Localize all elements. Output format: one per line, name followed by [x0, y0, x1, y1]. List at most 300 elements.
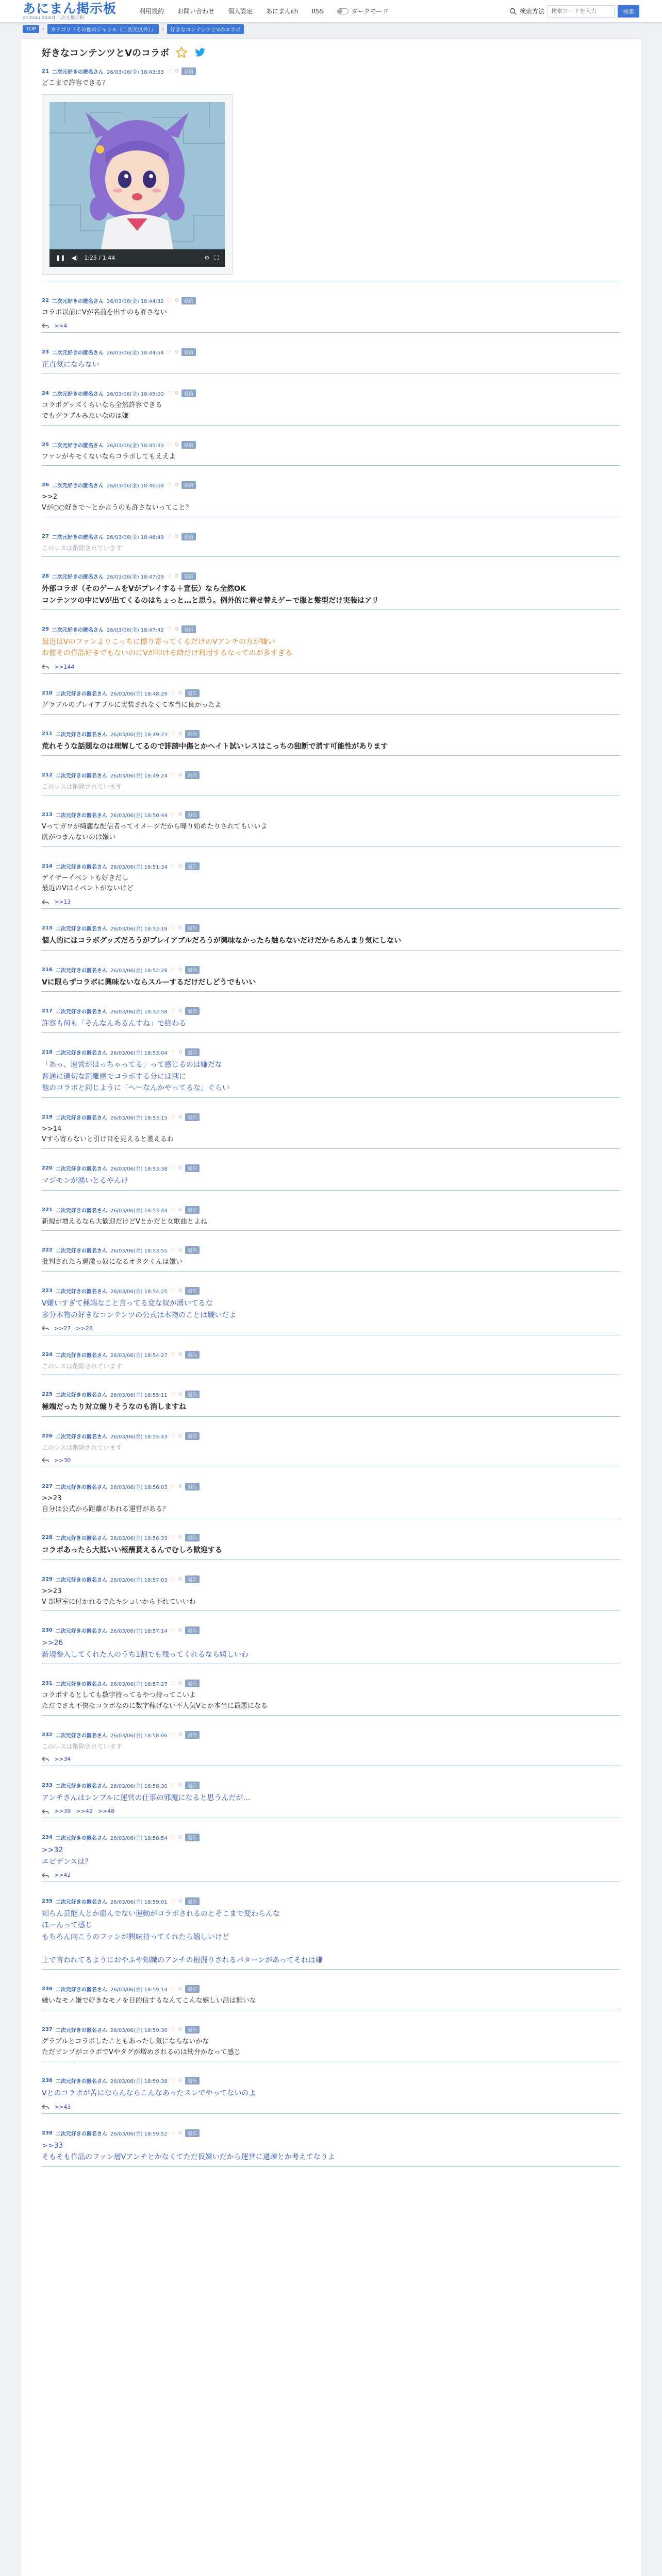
post-body	[42, 2037, 620, 2058]
reply-anchor-link[interactable]: >>144	[54, 663, 75, 670]
reply-button[interactable]: 返信	[185, 730, 200, 738]
post-line: 自分は公式から距離があれる運営がある？	[42, 1505, 170, 1513]
post-line[interactable]: >>33	[42, 2141, 63, 2150]
heart-icon[interactable]: ♡	[170, 1680, 176, 1687]
heart-icon[interactable]: ♡	[170, 1113, 176, 1121]
post-header	[42, 441, 620, 449]
reply-button[interactable]: 返信	[185, 862, 200, 870]
post-number[interactable]: 239	[42, 2130, 53, 2136]
heart-icon[interactable]: ♡	[170, 1165, 176, 1172]
post-number[interactable]: 23	[42, 349, 49, 355]
post-header	[42, 1834, 620, 1841]
poster-name: 二次元好きの匿名さん	[55, 1733, 107, 1739]
post-date: 26/03/06(金) 18:57:27	[110, 1682, 168, 1688]
like-count: 0	[175, 69, 178, 74]
reply-button[interactable]: 返信	[185, 2026, 200, 2033]
reply-button[interactable]: 返信	[181, 348, 196, 356]
post-body	[42, 1494, 620, 1515]
reply-button[interactable]: 返信	[185, 1007, 200, 1015]
heart-icon[interactable]: ♡	[170, 1287, 176, 1295]
heart-icon[interactable]: ♡	[167, 625, 172, 633]
reply-footer	[42, 323, 620, 329]
post-number[interactable]: 22	[42, 297, 49, 303]
post-number[interactable]: 225	[42, 1392, 53, 1398]
post-header	[42, 2129, 620, 2137]
post-line[interactable]: >>2	[42, 493, 58, 501]
like-count: 0	[178, 1782, 182, 1788]
like-count: 0	[178, 1986, 182, 1992]
post-line[interactable]: >>14	[42, 1125, 62, 1133]
pause-icon[interactable]: ❚❚	[56, 255, 65, 262]
post-line: でもグラブルみたいなのは嫌	[42, 412, 129, 420]
post-date: 26/03/06(金) 18:59:14	[110, 1987, 168, 1993]
post-body	[42, 1217, 620, 1228]
like-count: 0	[178, 2130, 182, 2136]
post-line[interactable]: >>32	[42, 1846, 63, 1855]
heart-icon[interactable]: ♡	[167, 441, 172, 448]
heart-icon[interactable]: ♡	[167, 389, 172, 397]
heart-icon[interactable]: ♡	[170, 2026, 176, 2033]
post-date: 26/03/06(金) 18:57:14	[110, 1629, 168, 1635]
post-line[interactable]: >>23	[42, 1494, 62, 1502]
post-number[interactable]: 24	[42, 390, 49, 396]
post-list	[42, 297, 620, 2167]
poster-name: 二次元好きの匿名さん	[55, 1629, 107, 1635]
post-body	[42, 544, 620, 553]
search-button[interactable]: 検索	[618, 5, 639, 18]
post-number[interactable]: 223	[42, 1288, 53, 1294]
heart-icon[interactable]: ♡	[170, 1351, 176, 1358]
reply-footer	[42, 1756, 620, 1762]
post-line: Vが○○好きで〜とか言うのも許さないってこと？	[42, 504, 192, 512]
post-body	[42, 400, 620, 422]
post-date: 26/03/06(金) 18:58:06	[110, 1733, 168, 1739]
post-line: Vすら寄らないと引け目を見えると萎えるわ	[42, 1136, 174, 1144]
heart-icon[interactable]: ♡	[167, 573, 172, 580]
reply-button[interactable]: 返信	[181, 481, 196, 489]
post-header	[42, 2026, 620, 2033]
reply-button[interactable]: 返信	[185, 1287, 200, 1295]
post-line: マジモンが湧いとるやんけ	[42, 1177, 128, 1185]
nav-contact[interactable]: お問い合わせ	[177, 8, 215, 15]
toggle-switch-icon[interactable]	[337, 8, 349, 14]
reply-button[interactable]: 返信	[185, 1897, 200, 1905]
poster-name: 二次元好きの匿名さん	[55, 1248, 107, 1255]
like-count: 0	[175, 297, 178, 303]
post-number[interactable]: 233	[42, 1782, 53, 1788]
reply-anchor-link[interactable]: >>39	[54, 1808, 71, 1815]
post-item	[42, 2077, 620, 2113]
post-body	[42, 1443, 620, 1453]
heart-icon[interactable]: ♡	[170, 1483, 176, 1490]
post-date: 26/03/06(金) 18:53:55	[110, 1248, 168, 1255]
post-date: 26/03/06(金) 18:49:23	[110, 732, 168, 738]
post-number[interactable]: 226	[42, 1433, 53, 1439]
post-line: グラブルのプレイアブルに実装されなくて本当に良かったよ	[42, 701, 222, 709]
reply-button[interactable]: 返信	[181, 441, 196, 449]
post-item	[42, 67, 620, 281]
reply-footer	[42, 1457, 620, 1464]
poster-name: 二次元好きの匿名さん	[52, 443, 104, 449]
heart-icon[interactable]: ♡	[170, 966, 176, 973]
heart-icon[interactable]: ♡	[170, 1247, 176, 1254]
post-item	[42, 1782, 620, 1818]
poster-name: 二次元好きの匿名さん	[55, 1836, 107, 1842]
post-item	[42, 862, 620, 909]
poster-name: 二次元好きの匿名さん	[52, 574, 104, 581]
reply-anchor-link[interactable]: >>43	[54, 2103, 71, 2110]
post-body	[42, 700, 620, 711]
heart-icon[interactable]: ♡	[170, 689, 176, 697]
reply-footer	[42, 664, 620, 670]
post-header	[42, 1246, 620, 1254]
poster-name: 二次元好きの匿名さん	[55, 926, 107, 933]
nav-rss[interactable]: RSS	[311, 7, 324, 15]
post-date: 26/03/06(金) 18:59:30	[110, 2027, 168, 2033]
settings-icon[interactable]: ⚙	[204, 254, 210, 261]
reply-anchor-link[interactable]: >>42	[54, 1872, 71, 1879]
post-line: 嫌いなモノ嫌で好きなモノを目的信するなんてこんな嬉しい話は無いな	[42, 1997, 256, 2005]
heart-icon[interactable]: ♡	[170, 730, 176, 737]
post-number[interactable]: 237	[42, 2026, 53, 2032]
post-date: 26/03/06(金) 18:49:24	[110, 773, 168, 779]
post-number[interactable]: 230	[42, 1628, 53, 1634]
post-date: 26/03/06(金) 18:44:54	[106, 350, 164, 356]
post-header	[42, 1164, 620, 1172]
reply-button[interactable]: 返信	[181, 389, 196, 397]
heart-icon[interactable]: ♡	[170, 1391, 176, 1398]
like-count: 0	[178, 967, 182, 973]
heart-icon[interactable]: ♡	[170, 2129, 176, 2137]
post-date: 26/03/06(金) 18:58:30	[110, 1783, 168, 1789]
post-number[interactable]: 213	[42, 812, 53, 818]
reply-button[interactable]: 返信	[185, 1483, 200, 1490]
like-count: 0	[178, 1433, 182, 1439]
post-header	[42, 481, 620, 489]
post-number[interactable]: 221	[42, 1207, 53, 1213]
post-line[interactable]: >>23	[42, 1587, 62, 1595]
embedded-video[interactable]	[42, 94, 233, 275]
like-count: 0	[178, 1732, 182, 1738]
reply-button[interactable]: 返信	[185, 1391, 200, 1398]
reply-anchor-link[interactable]: >>13	[54, 899, 71, 906]
volume-icon[interactable]: ◀)	[71, 255, 78, 262]
heart-icon[interactable]: ♡	[170, 1782, 176, 1789]
reply-button[interactable]: 返信	[185, 1985, 200, 1993]
reply-button[interactable]: 返信	[181, 625, 196, 633]
heart-icon[interactable]: ♡	[170, 771, 176, 778]
heart-icon[interactable]: ♡	[170, 2077, 176, 2084]
poster-name: 二次元好きの匿名さん	[55, 2079, 107, 2085]
search-input[interactable]	[548, 5, 615, 18]
heart-icon[interactable]: ♡	[170, 811, 176, 819]
post-number[interactable]: 212	[42, 772, 53, 778]
reply-arrow-icon	[42, 2104, 49, 2109]
heart-icon[interactable]: ♡	[170, 1898, 176, 1905]
post-number[interactable]: 219	[42, 1114, 53, 1120]
post-item	[42, 1048, 620, 1097]
reply-button[interactable]: 返信	[181, 572, 196, 580]
post-header	[42, 771, 620, 779]
heart-icon[interactable]: ♡	[167, 68, 172, 75]
post-line: ただでさえ不快なコラボなのに数字稼げない不人気Vとか本当に最悪になる	[42, 1702, 268, 1710]
post-item	[42, 924, 620, 950]
post-body	[42, 636, 620, 659]
reply-arrow-icon	[42, 1809, 49, 1814]
post-number[interactable]: 214	[42, 863, 53, 869]
reply-anchor-link[interactable]: >>42	[76, 1808, 93, 1815]
post-header	[42, 862, 620, 870]
post-date: 26/03/06(金) 18:52:28	[110, 968, 168, 974]
reply-footer	[42, 1325, 620, 1332]
poster-name: 二次元好きの匿名さん	[55, 773, 107, 779]
like-count: 0	[178, 1899, 182, 1905]
reply-anchor-link[interactable]: >>34	[54, 1755, 71, 1762]
reply-arrow-icon	[42, 1756, 49, 1761]
post-line: 個人的にはコラボグッズだろうがプレイアブルだろうが興味なかったら触らないだけだからあんまり気にしない	[42, 937, 402, 945]
poster-name: 二次元好きの匿名さん	[55, 691, 107, 697]
post-number[interactable]: 228	[42, 1535, 53, 1541]
heart-icon[interactable]: ♡	[170, 1534, 176, 1541]
post-date: 26/03/06(金) 18:52:18	[110, 926, 168, 933]
reply-button[interactable]: 返信	[181, 67, 196, 75]
poster-name: 二次元好きの匿名さん	[55, 813, 107, 819]
nav-animanch[interactable]: あにまんch	[266, 8, 299, 15]
reply-arrow-icon	[42, 1458, 49, 1463]
post-date: 26/03/06(金) 18:48:29	[110, 691, 168, 697]
heart-icon[interactable]: ♡	[170, 1627, 176, 1634]
heart-icon[interactable]: ♡	[170, 1731, 176, 1738]
post-item	[42, 966, 620, 992]
heart-icon[interactable]: ♡	[170, 925, 176, 932]
favorite-star-icon[interactable]	[175, 46, 188, 59]
post-item	[42, 625, 620, 674]
post-body	[42, 1175, 620, 1187]
post-number[interactable]: 231	[42, 1681, 53, 1687]
post-line: 最近のVはイベントがないけど	[42, 885, 134, 893]
search-area	[509, 5, 639, 18]
post-item	[42, 1834, 620, 1882]
reply-button[interactable]: 返信	[181, 533, 196, 540]
post-number[interactable]: 238	[42, 2078, 53, 2084]
heart-icon[interactable]: ♡	[170, 1049, 176, 1056]
post-number[interactable]: 29	[42, 626, 49, 632]
post-number[interactable]: 222	[42, 1247, 53, 1253]
post-number[interactable]: 236	[42, 1986, 53, 1992]
post-date: 26/03/06(金) 18:58:54	[110, 1836, 168, 1842]
post-body	[42, 782, 620, 792]
like-count: 0	[178, 1628, 182, 1634]
post-number[interactable]: 27	[42, 533, 49, 539]
post-item	[42, 1626, 620, 1664]
poster-name: 二次元好きの匿名さん	[55, 1393, 107, 1399]
post-number[interactable]: 235	[42, 1899, 53, 1905]
post-line: このレスは削除されています	[42, 1362, 122, 1370]
post-number[interactable]: 224	[42, 1351, 53, 1358]
reply-button[interactable]: 返信	[185, 966, 200, 974]
like-count: 0	[178, 772, 182, 778]
post-number[interactable]: 25	[42, 442, 49, 448]
post-number[interactable]: 227	[42, 1483, 53, 1489]
like-count: 0	[175, 442, 178, 448]
post-line: 多分本物の好きなコンテンツの公式は本物のことは嫌いだよ	[42, 1311, 237, 1319]
post-line: Vとのコラボが苦にならんならこんなあったスレでやってないのよ	[42, 2089, 256, 2098]
reply-button[interactable]: 返信	[185, 1626, 200, 1634]
post-header	[42, 1351, 620, 1359]
post-line: このレスは削除されています	[42, 544, 122, 552]
reply-button[interactable]: 返信	[185, 1246, 200, 1254]
twitter-share-icon[interactable]	[194, 46, 206, 59]
reply-button[interactable]: 返信	[185, 1206, 200, 1214]
search-icon	[509, 8, 517, 15]
post-body	[42, 1018, 620, 1029]
poster-name: 二次元好きの匿名さん	[55, 2027, 107, 2033]
reply-button[interactable]: 返信	[185, 811, 200, 819]
post-number[interactable]: 229	[42, 1576, 53, 1582]
reply-button[interactable]: 返信	[185, 1834, 200, 1841]
heart-icon[interactable]: ♡	[170, 862, 176, 870]
heart-icon[interactable]: ♡	[170, 1008, 176, 1015]
post-body	[42, 1059, 620, 1094]
post-number[interactable]: 217	[42, 1008, 53, 1014]
post-date: 26/03/06(金) 18:50:44	[110, 813, 168, 819]
reply-button[interactable]: 返信	[185, 924, 200, 932]
heart-icon[interactable]: ♡	[170, 1834, 176, 1841]
post-body	[42, 1124, 620, 1146]
post-number[interactable]: 28	[42, 573, 49, 580]
poster-name: 二次元好きの匿名さん	[55, 1208, 107, 1214]
reply-button[interactable]: 返信	[185, 771, 200, 779]
reply-button[interactable]: 返信	[185, 1575, 200, 1583]
reply-button[interactable]: 返信	[185, 1782, 200, 1789]
post-line: V 部屋室に付かれるでたキショいから不れていいわ	[42, 1598, 196, 1606]
reply-button[interactable]: 返信	[185, 1731, 200, 1739]
post-item	[42, 1534, 620, 1560]
post-number[interactable]: 232	[42, 1732, 53, 1738]
video-frame[interactable]	[49, 102, 225, 267]
like-count: 0	[178, 1207, 182, 1213]
heart-icon[interactable]: ♡	[167, 482, 172, 489]
breadcrumb-category[interactable]: カテゴリ「その他のジャンル（二次元以外）」	[47, 24, 159, 34]
post-line[interactable]: >>26	[42, 1639, 63, 1648]
post-line: 極端だったり対立煽りそうなのも消しますね	[42, 1403, 186, 1412]
reply-button[interactable]: 返信	[185, 1351, 200, 1359]
post-body	[42, 1586, 620, 1608]
post-date: 26/03/06(金) 18:43:33	[106, 70, 164, 75]
logo-main-text: あにまん掲示板	[23, 1, 117, 16]
heart-icon[interactable]: ♡	[167, 348, 172, 355]
reply-button[interactable]: 返信	[185, 1113, 200, 1121]
reply-button[interactable]: 返信	[185, 1680, 200, 1687]
heart-icon[interactable]: ♡	[167, 297, 172, 304]
post-number[interactable]: 215	[42, 925, 53, 931]
post-number[interactable]: 220	[42, 1165, 53, 1172]
nav-terms[interactable]: 利用規約	[139, 8, 164, 15]
post-line: コラボ以前にVが名前を出すのも許さない	[42, 308, 167, 316]
reply-footer	[42, 2104, 620, 2110]
heart-icon[interactable]: ♡	[170, 1575, 176, 1583]
reply-button[interactable]: 返信	[185, 2077, 200, 2084]
post-body	[42, 1362, 620, 1371]
breadcrumb-thread[interactable]: 好きなコンテンツとVのコラボ	[167, 24, 243, 34]
post-date: 26/03/06(金) 18:44:32	[106, 298, 164, 304]
post-date: 26/03/06(金) 18:56:33	[110, 1536, 168, 1542]
reply-anchor-link[interactable]: >>30	[54, 1456, 71, 1464]
post-number[interactable]: 218	[42, 1049, 53, 1056]
poster-name: 二次元好きの匿名さん	[52, 350, 104, 356]
post-body	[42, 492, 620, 514]
post-header	[42, 811, 620, 819]
post-number[interactable]: 26	[42, 482, 49, 488]
post-date: 26/03/06(金) 18:46:49	[106, 534, 164, 540]
post-header	[42, 1985, 620, 1993]
post-date: 26/03/06(金) 18:45:33	[106, 443, 164, 449]
poster-name: 二次元好きの匿名さん	[55, 1682, 107, 1688]
like-count: 0	[175, 390, 178, 396]
post-number[interactable]: 211	[42, 731, 53, 737]
nav-settings[interactable]: 個人設定	[228, 8, 253, 15]
post-header	[42, 689, 620, 697]
heart-icon[interactable]: ♡	[170, 1432, 176, 1439]
post-header	[42, 730, 620, 738]
reply-anchor-link[interactable]: >>27	[54, 1325, 71, 1332]
reply-button[interactable]: 返信	[185, 1432, 200, 1440]
reply-button[interactable]: 返信	[185, 689, 200, 697]
reply-button[interactable]: 返信	[181, 297, 196, 304]
reply-button[interactable]: 返信	[185, 2129, 200, 2137]
reply-button[interactable]: 返信	[185, 1164, 200, 1172]
post-number[interactable]: 234	[42, 1835, 53, 1841]
heart-icon[interactable]: ♡	[170, 1206, 176, 1213]
post-item	[42, 481, 620, 517]
fullscreen-icon[interactable]: ⛶	[214, 254, 219, 261]
poster-name: 二次元好きの匿名さん	[52, 483, 104, 489]
breadcrumb-top[interactable]: TOP	[23, 25, 39, 33]
post-date: 26/03/06(金) 18:55:11	[110, 1393, 168, 1399]
post-number[interactable]: 21	[42, 69, 49, 74]
like-count: 0	[178, 1114, 182, 1120]
post-header	[42, 297, 620, 304]
dark-mode-toggle[interactable]	[337, 7, 389, 15]
reply-anchor-link[interactable]: >>28	[76, 1325, 93, 1332]
poster-name: 二次元好きの匿名さん	[55, 1434, 107, 1440]
heart-icon[interactable]: ♡	[167, 533, 172, 540]
like-count: 0	[175, 533, 178, 539]
like-count: 0	[178, 690, 182, 696]
post-line: もちろん向こうのファンが興味持ってくれたら嬉しいけど	[42, 1933, 229, 1941]
like-count: 0	[175, 349, 178, 355]
post-item	[42, 297, 620, 333]
site-logo[interactable]	[23, 2, 117, 21]
post-number[interactable]: 210	[42, 690, 53, 696]
post-line: 批判されたら過激っ奴になるオタクくんは嫌い	[42, 1258, 183, 1266]
reply-button[interactable]: 返信	[185, 1534, 200, 1541]
post-body	[42, 741, 620, 752]
reply-anchor-link[interactable]: >>48	[97, 1808, 115, 1815]
post-date: 26/03/06(金) 18:57:03	[110, 1577, 168, 1583]
post-date: 26/03/06(金) 18:45:00	[106, 391, 164, 397]
like-count: 0	[175, 482, 178, 488]
post-date: 26/03/06(金) 18:53:44	[110, 1208, 168, 1214]
reply-button[interactable]: 返信	[185, 1048, 200, 1056]
post-line: 他のコラボと同じように「へ〜なんかやってるな」ぐらい	[42, 1084, 229, 1093]
like-count: 0	[175, 626, 178, 632]
post-number[interactable]: 216	[42, 967, 53, 973]
poster-name: 二次元好きの匿名さん	[55, 1783, 107, 1789]
heart-icon[interactable]: ♡	[170, 1986, 176, 1993]
search-method-link[interactable]: 検索方法	[519, 8, 544, 15]
reply-anchor-link[interactable]: >>4	[54, 322, 68, 329]
